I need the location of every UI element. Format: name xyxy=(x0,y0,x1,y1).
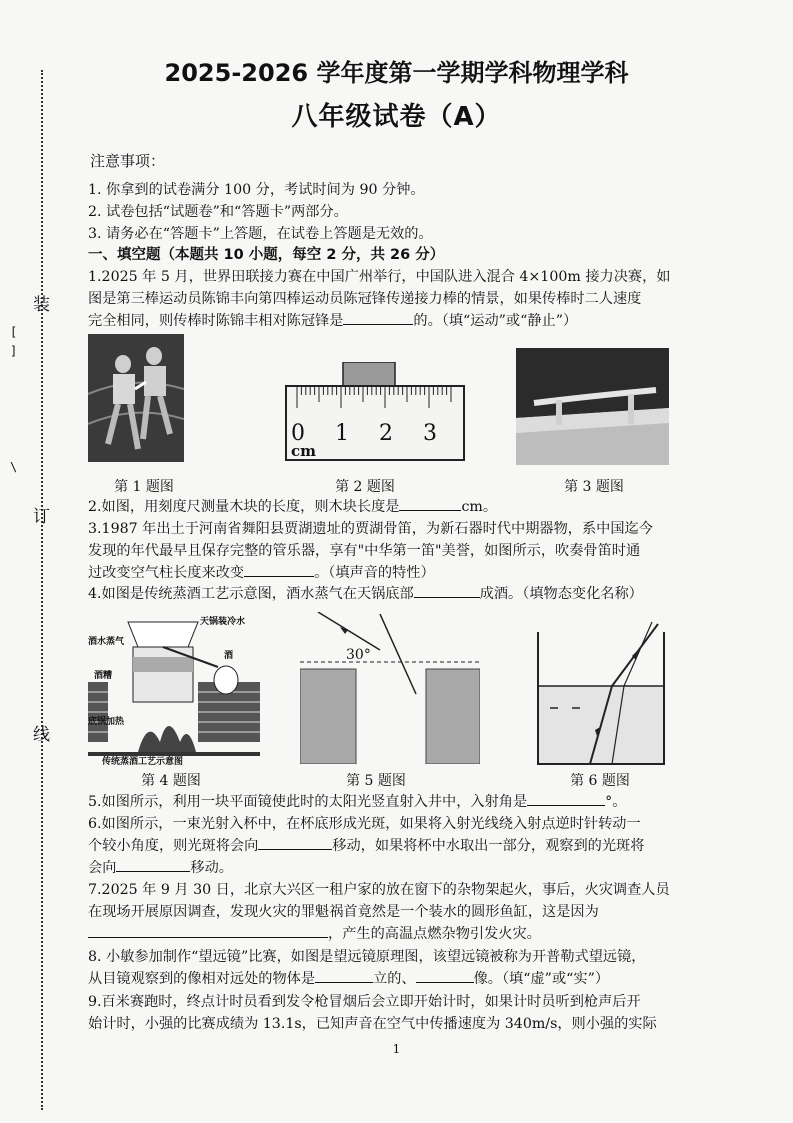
margin-mark: ] xyxy=(10,344,18,358)
q5-text: °。 xyxy=(605,794,627,810)
figure-caption: 第 1 题图 xyxy=(114,479,174,495)
exam-subtitle: 八年级试卷（A） xyxy=(291,102,502,132)
fig4-label: 酒 xyxy=(224,651,234,661)
q8-line: 8. 小敏参加制作“望远镜”比赛，如图是望远镜原理图，该望远镜被称为开普勒式望远镜， xyxy=(88,949,646,965)
distillation-figure xyxy=(88,612,260,767)
beaker-figure xyxy=(528,618,672,768)
q6-text: 会向 xyxy=(88,860,117,876)
q1-text: 的。（填“运动”或“静止”） xyxy=(413,313,578,329)
figure-caption: 第 2 题图 xyxy=(335,479,395,495)
exam-title: 2025-2026 学年度第一学期学科物理学科 xyxy=(164,59,629,87)
ruler-number: 1 xyxy=(335,421,349,446)
q6-line xyxy=(88,857,728,879)
ruler-number: 0 xyxy=(291,421,305,446)
fig4-label: 酒糟 xyxy=(94,671,113,681)
well-mirror-figure xyxy=(300,612,480,764)
q6-text: 移动。 xyxy=(190,860,233,876)
q2-line xyxy=(88,496,728,518)
q6-line xyxy=(88,835,728,857)
q8-line xyxy=(88,968,728,990)
notice-heading: 注意事项： xyxy=(90,152,166,170)
fig4-label: 酒水蒸气 xyxy=(88,637,125,647)
answer-blank[interactable] xyxy=(244,562,314,577)
answer-blank[interactable] xyxy=(399,496,461,511)
ruler-number: 2 xyxy=(379,421,393,446)
q4-text: 4.如图是传统蒸酒工艺示意图，酒水蒸气在天锅底部 xyxy=(88,586,414,602)
q8-text: 从目镜观察到的像相对远处的物体是 xyxy=(88,971,316,987)
binding-char-xian: 线 xyxy=(33,725,50,745)
answer-blank[interactable] xyxy=(258,835,332,850)
q4-text: 成酒。（填物态变化名称） xyxy=(479,586,643,602)
q1-line: 1.2025 年 5 月，世界田联接力赛在中国广州举行，中国队进入混合 4×100m 接力决赛，如 xyxy=(88,269,671,285)
q8-text: 立的、 xyxy=(373,971,416,987)
binding-char-ding: 订 xyxy=(33,507,50,527)
fig4-label: 天锅装冷水 xyxy=(200,617,246,627)
answer-blank[interactable] xyxy=(343,310,413,325)
figure-caption: 第 3 题图 xyxy=(564,479,624,495)
ruler-figure xyxy=(285,362,465,462)
q3-text: 。（填声音的特性） xyxy=(314,565,435,581)
section-heading: 一、填空题（本题共 10 小题，每空 2 分，共 26 分） xyxy=(88,247,445,263)
fig4-caption: 传统蒸酒工艺示意图 xyxy=(102,757,184,767)
q2-text: cm。 xyxy=(461,499,498,515)
answer-blank[interactable] xyxy=(116,857,190,872)
ruler-number: 3 xyxy=(423,421,437,446)
q3-text: 过改变空气柱长度来改变 xyxy=(88,565,245,581)
q6-text: 个较小角度，则光斑将会向 xyxy=(88,838,259,854)
q1-text: 完全相同，则传棒时陈锦丰相对陈冠锋是 xyxy=(88,313,344,329)
figure-caption: 第 5 题图 xyxy=(346,773,406,789)
margin-mark: [ xyxy=(10,325,18,339)
answer-blank[interactable] xyxy=(315,968,373,983)
q5-line xyxy=(88,791,728,813)
figure-caption: 第 4 题图 xyxy=(141,773,201,789)
q4-line xyxy=(88,583,728,605)
q3-line xyxy=(88,562,728,584)
q9-line: 始计时，小强的比赛成绩为 13.1s，已知声音在空气中传播速度为 340m/s，则小强的实际 xyxy=(88,1016,657,1032)
answer-blank[interactable] xyxy=(416,968,474,983)
q8-text: 像。（填“虚”或“实”） xyxy=(473,971,610,987)
bone-flute-photo xyxy=(516,348,669,465)
binding-line xyxy=(41,70,43,1110)
q3-line: 3.1987 年出土于河南省舞阳县贾湖遗址的贾湖骨笛，为新石器时代中期器物，系中国迄今 xyxy=(88,521,653,537)
q6-text: 移动，如果将杯中水取出一部分，观察到的光斑将 xyxy=(332,838,645,854)
q3-line: 发现的年代最早且保存完整的管乐器，享有"中华第一笛"美誉，如图所示，吹奏骨笛时通 xyxy=(88,543,641,559)
q7-text: ，产生的高温点燃杂物引发火灾。 xyxy=(328,926,541,942)
figure-caption: 第 6 题图 xyxy=(570,773,630,789)
binding-char-zhuang: 装 xyxy=(33,295,50,315)
q1-line xyxy=(88,310,728,332)
answer-blank[interactable] xyxy=(527,791,605,806)
relay-race-photo xyxy=(88,334,184,462)
fig4-label: 底锅加热 xyxy=(88,717,125,727)
notice-item: 1. 你拿到的试卷满分 100 分，考试时间为 90 分钟。 xyxy=(88,182,425,198)
q1-line: 图是第三棒运动员陈锦丰向第四棒运动员陈冠锋传递接力棒的情景，如果传棒时二人速度 xyxy=(88,291,642,307)
ruler-unit: cm xyxy=(291,442,317,460)
answer-blank[interactable] xyxy=(88,923,328,938)
q7-line xyxy=(88,923,728,945)
q9-line: 9.百米赛跑时，终点计时员看到发令枪冒烟后会立即开始计时，如果计时员听到枪声后开 xyxy=(88,994,641,1010)
page-number: 1 xyxy=(392,1042,401,1056)
q5-text: 5.如图所示，利用一块平面镜使此时的太阳光竖直射入井中，入射角是 xyxy=(88,794,528,810)
notice-item: 3. 请务必在“答题卡”上答题，在试卷上答题是无效的。 xyxy=(88,226,433,242)
q6-line: 6.如图所示，一束光射入杯中，在杯底形成光斑，如果将入射光线绕入射点逆时针转动一 xyxy=(88,816,641,832)
margin-mark: \ xyxy=(10,460,18,474)
fig5-angle: 30° xyxy=(346,647,371,663)
q7-line: 在现场开展原因调查，发现火灾的罪魁祸首竟然是一个装水的圆形鱼缸，这是因为 xyxy=(88,904,599,920)
q2-text: 2.如图，用刻度尺测量木块的长度，则木块长度是 xyxy=(88,499,400,515)
q7-line: 7.2025 年 9 月 30 日，北京大兴区一租户家的放在窗下的杂物架起火，事后，火灾调查人员 xyxy=(88,882,670,898)
answer-blank[interactable] xyxy=(414,583,480,598)
notice-item: 2. 试卷包括“试题卷”和“答题卡”两部分。 xyxy=(88,204,348,220)
